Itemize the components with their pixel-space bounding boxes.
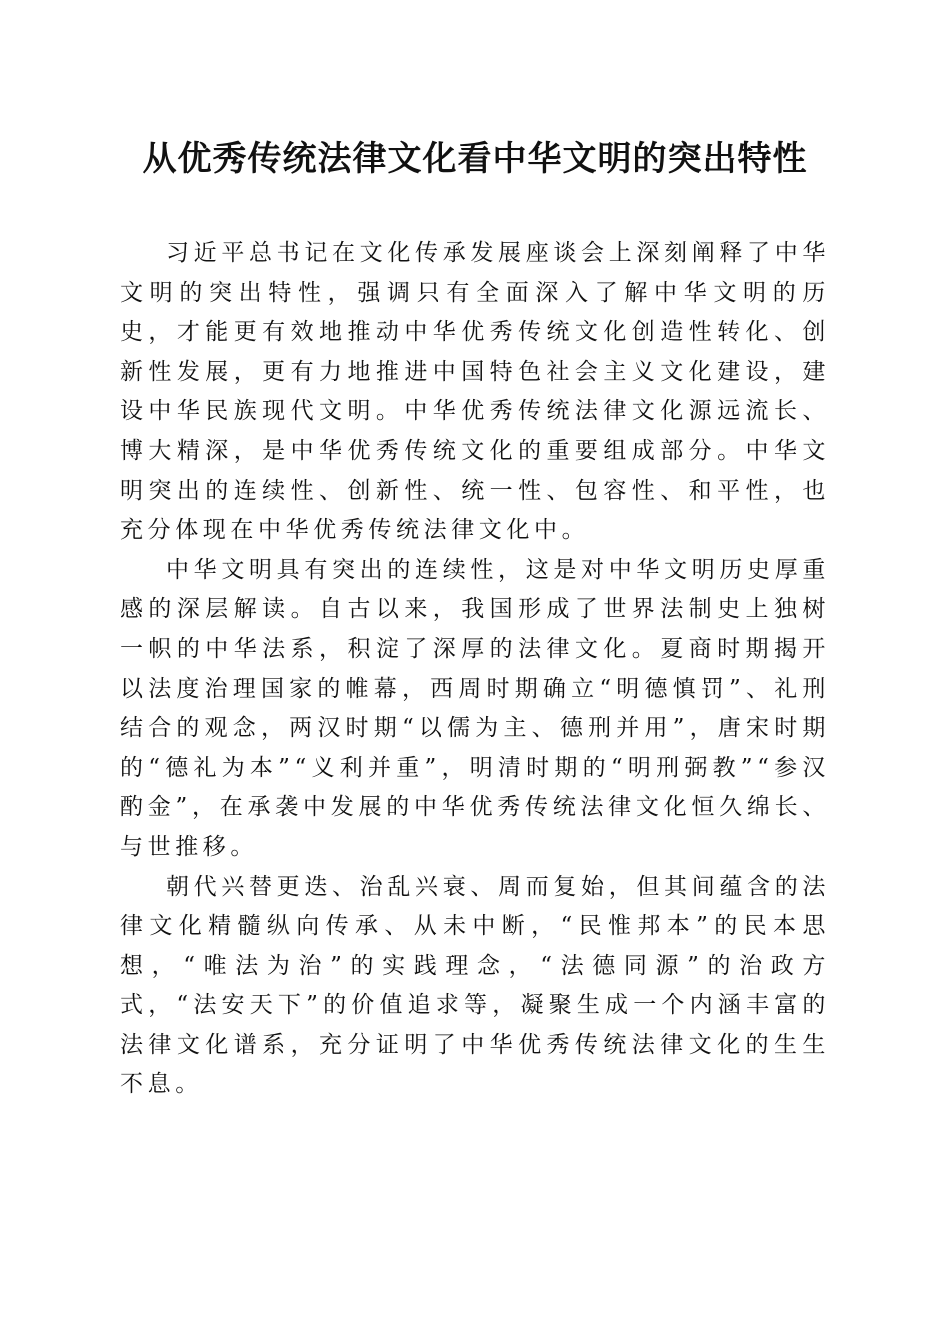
paragraph-1: 习近平总书记在文化传承发展座谈会上深刻阐释了中华文明的突出特性，强调只有全面深入了解中华文明的历史，才能更有效地推动中华优秀传统文化创造性转化、创新性发展，更有力地推进中国特色社会主义文化建设，建设中华民族现代文明。中华优秀传统法律文化源远流长、博大精深，是中华优秀传统文化的重要组成部分。中华文明突出的连续性、创新性、统一性、包容性、和平性，也充分体现在中华优秀传统法律文化中。 xyxy=(120,240,830,544)
paragraph-3: 朝代兴替更迭、治乱兴衰、周而复始，但其间蕴含的法律文化精髓纵向传承、从未中断，“民惟邦本”的民本思想，“唯法为治”的实践理念，“法德同源”的治政方式，“法安天下”的价值追求等，凝聚生成一个内涵丰富的法律文化谱系，充分证明了中华优秀传统法律文化的生生不息。 xyxy=(120,873,830,1098)
document-title: 从优秀传统法律文化看中华文明的突出特性 xyxy=(142,139,808,179)
paragraph-2: 中华文明具有突出的连续性，这是对中华文明历史厚重感的深层解读。自古以来，我国形成了世界法制史上独树一帜的中华法系，积淀了深厚的法律文化。夏商时期揭开以法度治理国家的帷幕，西周时期确立“明德慎罚”、礼刑结合的观念，两汉时期“以儒为主、德刑并用”，唐宋时期的“德礼为本”“义利并重”，明清时期的“明刑弼教”“参汉酌金”，在承袭中发展的中华优秀传统法律文化恒久绵长、与世推移。 xyxy=(120,556,830,860)
document-body xyxy=(120,234,830,1105)
